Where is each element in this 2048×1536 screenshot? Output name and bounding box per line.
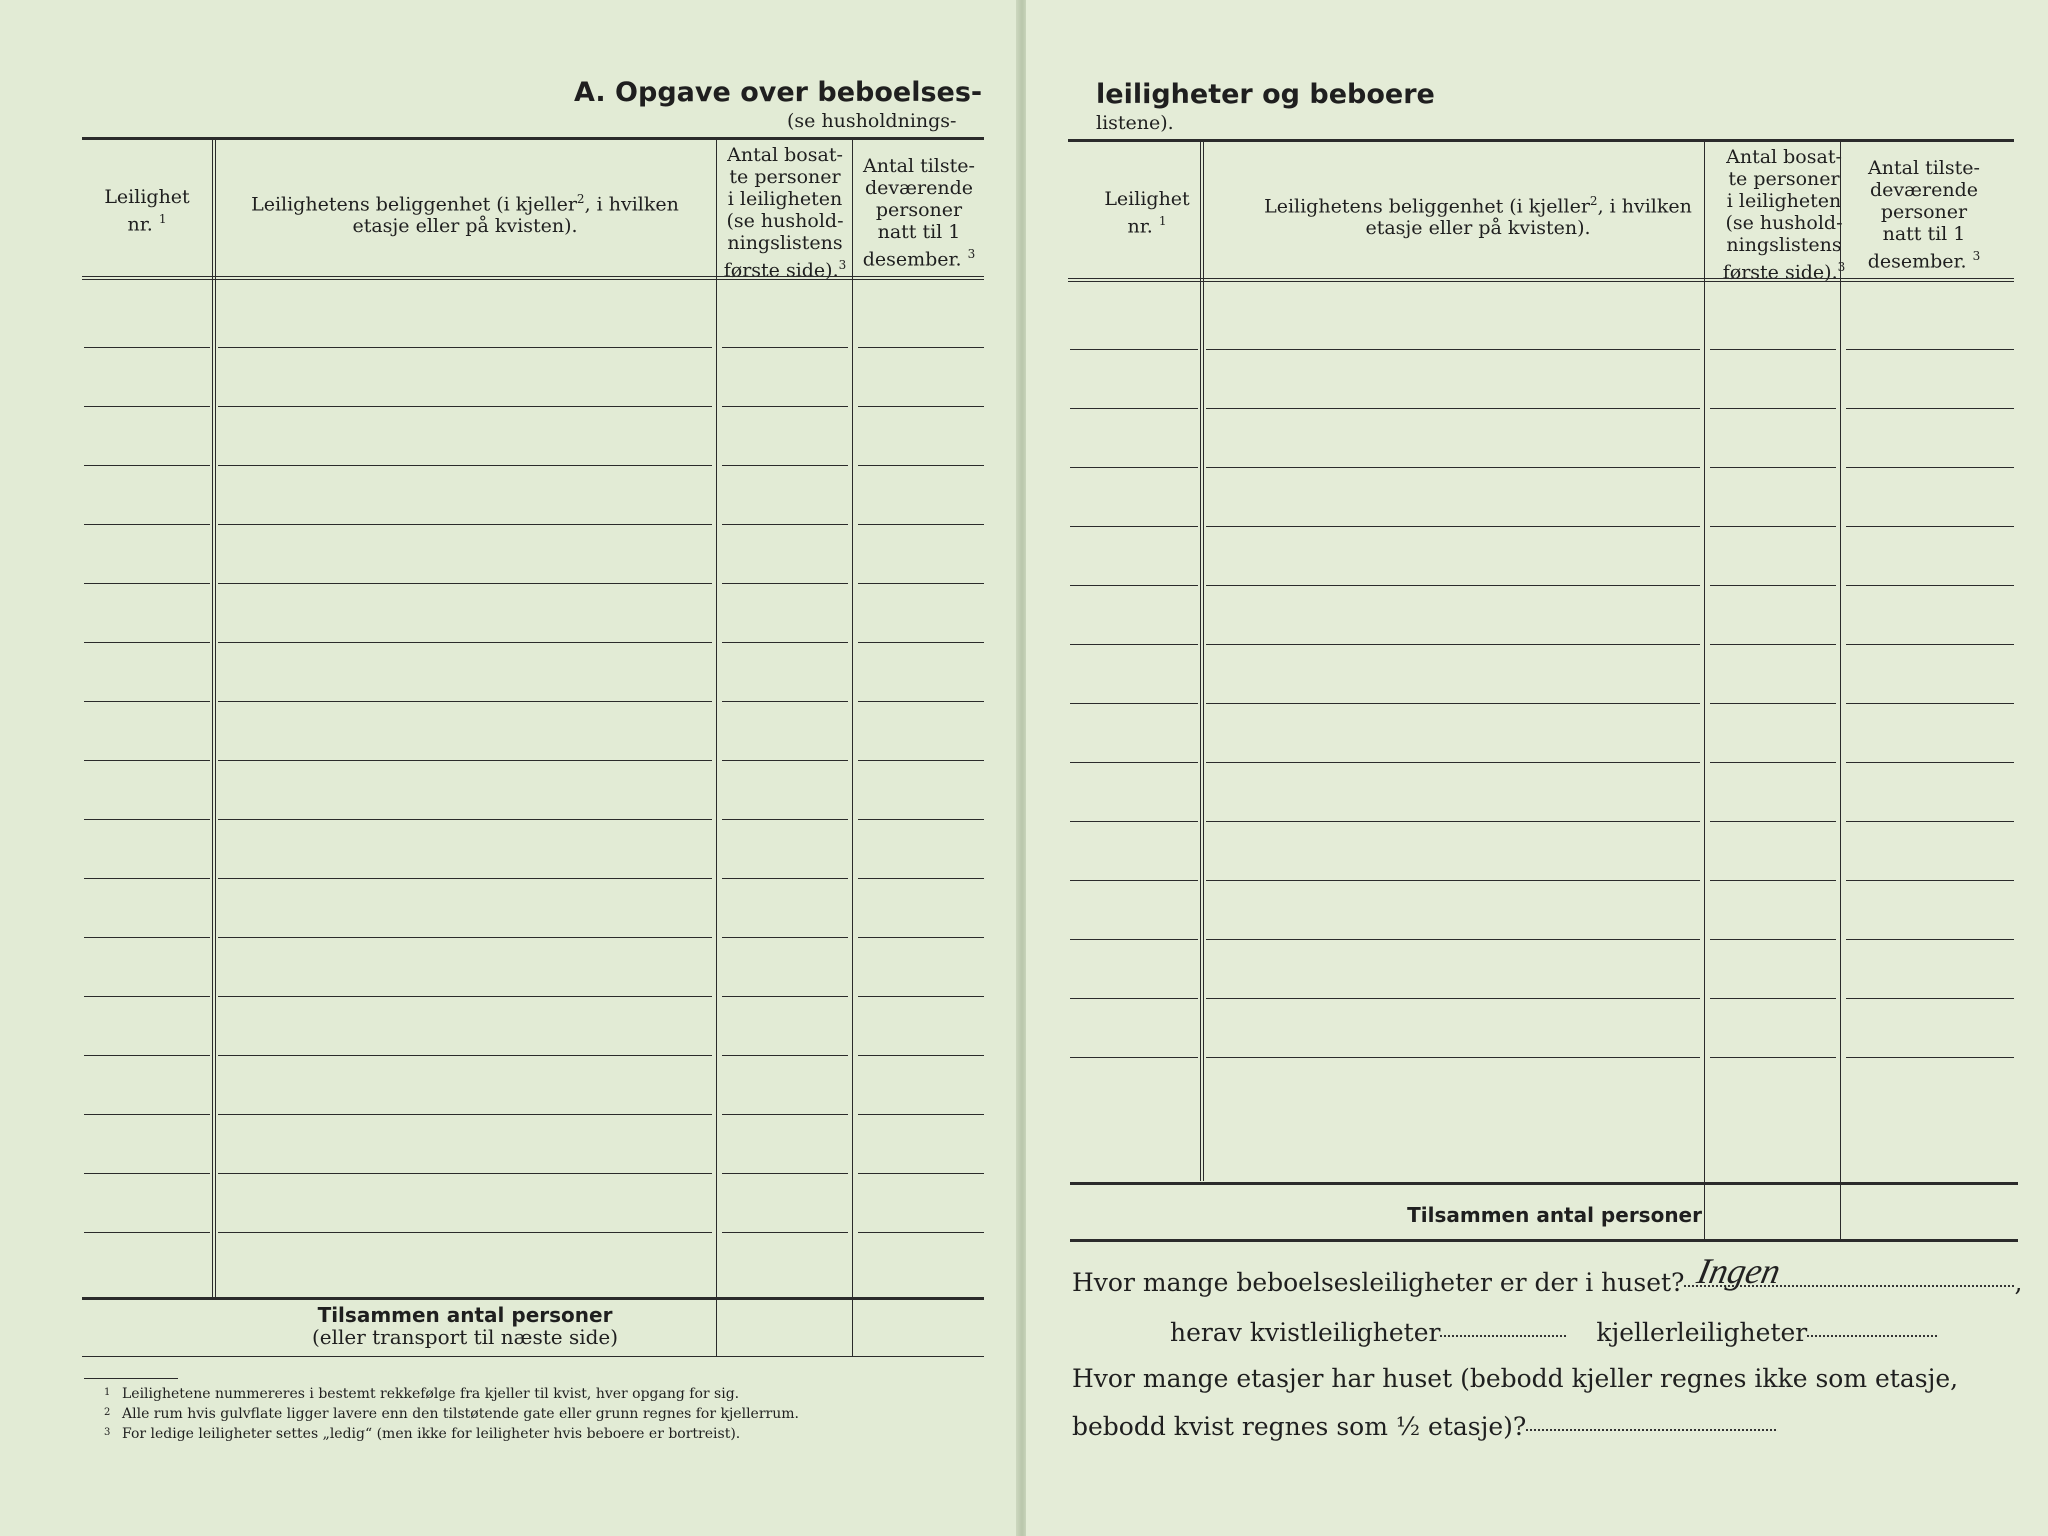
form-row-line <box>858 1114 984 1115</box>
form-row-line <box>84 465 210 466</box>
form-row-line <box>84 878 210 879</box>
form-row-line <box>84 819 210 820</box>
form-row-line <box>858 1173 984 1174</box>
form-row-line <box>1710 821 1836 822</box>
column-divider <box>212 139 216 1299</box>
form-row-line <box>84 1232 210 1233</box>
form-row-line <box>722 642 848 643</box>
form-row-line <box>218 1232 712 1233</box>
form-row-line <box>1070 880 1198 881</box>
column-divider <box>716 139 717 1357</box>
form-row-line <box>1070 467 1198 468</box>
left-page <box>0 0 1018 1536</box>
form-row-line <box>218 406 712 407</box>
form-row-line <box>1710 349 1836 350</box>
question-floors-2: bebodd kvist regnes som ½ etasje)? <box>1072 1412 1776 1441</box>
form-row-line <box>1846 349 2014 350</box>
column-header-residents: Antal bosat- te personer i leiligheten (se hushold- ningslistens første side).$^3$ <box>1722 146 1846 284</box>
right-subtitle: listene). <box>1096 112 1174 134</box>
footnote: 1 Leilighetene nummereres i bestemt rekkefølge fra kjeller til kvist, hver opgang for sig. <box>104 1386 740 1402</box>
form-row-line <box>218 996 712 997</box>
form-row-line <box>218 1055 712 1056</box>
form-row-line <box>1846 821 2014 822</box>
footnote: 2 Alle rum hvis gulvflate ligger lavere enn den tilstøtende gate eller grunn regnes for kjellerrum. <box>104 1406 799 1422</box>
form-row-line <box>1206 644 1700 645</box>
form-row-line <box>1846 939 2014 940</box>
form-row-line <box>218 1173 712 1174</box>
form-row-line <box>858 347 984 348</box>
form-row-line <box>218 937 712 938</box>
form-row-line <box>858 642 984 643</box>
form-row-line <box>1206 762 1700 763</box>
form-row-line <box>858 878 984 879</box>
form-row-line <box>1206 408 1700 409</box>
header-bottom-rule <box>82 276 984 280</box>
form-row-line <box>722 1232 848 1233</box>
form-row-line <box>1846 526 2014 527</box>
form-row-line <box>1710 1057 1836 1058</box>
form-row-line <box>84 1114 210 1115</box>
form-row-line <box>84 642 210 643</box>
right-title: leiligheter og beboere <box>1096 79 1435 110</box>
form-row-line <box>1206 349 1700 350</box>
footnote-rule <box>84 1378 178 1379</box>
form-row-line <box>1206 526 1700 527</box>
form-row-line <box>858 406 984 407</box>
form-row-line <box>1710 585 1836 586</box>
form-row-line <box>1206 703 1700 704</box>
total-bottom-rule <box>82 1356 984 1357</box>
form-row-line <box>1206 821 1700 822</box>
form-row-line <box>84 1055 210 1056</box>
form-row-line <box>84 524 210 525</box>
form-row-line <box>722 1055 848 1056</box>
form-row-line <box>858 701 984 702</box>
form-row-line <box>722 819 848 820</box>
form-row-line <box>858 1232 984 1233</box>
form-row-line <box>1710 408 1836 409</box>
header-bottom-rule <box>1068 278 2014 282</box>
form-row-line <box>1070 821 1198 822</box>
form-row-line <box>84 347 210 348</box>
form-row-line <box>722 996 848 997</box>
form-row-line <box>1846 585 2014 586</box>
total-bottom-rule <box>1070 1239 2018 1242</box>
table-top-rule <box>1068 139 2014 142</box>
form-row-line <box>858 524 984 525</box>
form-row-line <box>84 406 210 407</box>
form-row-line <box>218 701 712 702</box>
question-apartments: Hvor mange beboelsesleiligheter er der i huset? , <box>1072 1268 2023 1297</box>
form-row-line <box>722 1114 848 1115</box>
question-floors-1: Hvor mange etasjer har huset (bebodd kjeller regnes ikke som etasje, <box>1072 1364 1959 1393</box>
total-top-rule <box>82 1297 984 1300</box>
left-title: A. Opgave over beboelses- <box>574 77 983 108</box>
form-row-line <box>722 701 848 702</box>
form-row-line <box>722 583 848 584</box>
form-row-line <box>1710 880 1836 881</box>
right-total-label: Tilsammen antal personer <box>1407 1203 1702 1227</box>
form-row-line <box>218 760 712 761</box>
form-row-line <box>858 583 984 584</box>
form-row-line <box>1710 939 1836 940</box>
form-row-line <box>1070 585 1198 586</box>
form-row-line <box>858 819 984 820</box>
form-row-line <box>858 1055 984 1056</box>
column-header-nr: Leilighet nr. $^1$ <box>1104 188 1190 238</box>
form-row-line <box>1710 762 1836 763</box>
form-row-line <box>218 583 712 584</box>
form-row-line <box>1846 703 2014 704</box>
form-row-line <box>1846 467 2014 468</box>
form-row-line <box>858 465 984 466</box>
form-row-line <box>84 583 210 584</box>
form-row-line <box>722 406 848 407</box>
column-header-present: Antal tilste- deværende personer natt til 1 desember. $^3$ <box>1867 157 1981 273</box>
form-row-line <box>1070 526 1198 527</box>
left-total-label: Tilsammen antal personer (eller transport til næste side) <box>311 1303 619 1349</box>
form-row-line <box>218 465 712 466</box>
column-divider <box>1704 141 1705 1239</box>
form-row-line <box>84 937 210 938</box>
form-row-line <box>1070 998 1198 999</box>
form-row-line <box>1070 349 1198 350</box>
form-row-line <box>722 937 848 938</box>
column-divider <box>1840 141 1841 1239</box>
total-top-rule <box>1070 1182 2018 1185</box>
form-row-line <box>218 642 712 643</box>
table-top-rule <box>82 137 984 140</box>
form-row-line <box>722 760 848 761</box>
form-row-line <box>1846 644 2014 645</box>
form-row-line <box>1710 998 1836 999</box>
form-row-line <box>1206 880 1700 881</box>
form-row-line <box>1846 880 2014 881</box>
column-header-location: Leilighetens beliggenhet (i kjeller$^2$, i hvilken etasje eller på kvisten). <box>251 192 679 238</box>
form-row-line <box>722 524 848 525</box>
right-page <box>1026 0 2048 1536</box>
form-row-line <box>1710 526 1836 527</box>
form-row-line <box>722 347 848 348</box>
form-row-line <box>722 878 848 879</box>
form-row-line <box>1846 998 2014 999</box>
form-row-line <box>1206 939 1700 940</box>
form-row-line <box>84 701 210 702</box>
column-divider <box>1200 141 1204 1181</box>
left-subtitle: (se husholdnings- <box>787 110 957 132</box>
form-row-line <box>1070 703 1198 704</box>
form-row-line <box>218 819 712 820</box>
form-row-line <box>1206 467 1700 468</box>
form-row-line <box>1070 1057 1198 1058</box>
form-row-line <box>858 760 984 761</box>
form-row-line <box>722 1173 848 1174</box>
form-row-line <box>1710 467 1836 468</box>
form-row-line <box>1710 703 1836 704</box>
form-row-line <box>218 524 712 525</box>
form-row-line <box>858 937 984 938</box>
form-row-line <box>1206 998 1700 999</box>
form-row-line <box>218 1114 712 1115</box>
column-header-residents: Antal bosat- te personer i leiligheten (se hushold- ningslistens første side).$^3$ <box>723 144 847 282</box>
form-row-line <box>1846 408 2014 409</box>
form-row-line <box>1070 644 1198 645</box>
form-row-line <box>218 878 712 879</box>
form-row-line <box>1070 762 1198 763</box>
question-attic-basement: herav kvistleiligheter kjellerleiligheter <box>1170 1318 1937 1347</box>
form-row-line <box>84 1173 210 1174</box>
footnote: 3 For ledige leiligheter settes „ledig“ (men ikke for leiligheter hvis beboere er bortreist). <box>104 1426 741 1442</box>
column-header-nr: Leilighet nr. $^1$ <box>104 186 190 236</box>
form-row-line <box>1206 585 1700 586</box>
handwritten-answer: Ingen <box>1693 1251 1785 1291</box>
form-row-line <box>858 996 984 997</box>
form-row-line <box>1846 1057 2014 1058</box>
form-row-line <box>1710 644 1836 645</box>
column-header-present: Antal tilste- deværende personer natt til 1 desember. $^3$ <box>862 155 976 271</box>
form-row-line <box>84 760 210 761</box>
form-row-line <box>1070 939 1198 940</box>
form-row-line <box>84 996 210 997</box>
form-row-line <box>1070 408 1198 409</box>
column-divider <box>852 139 853 1357</box>
form-row-line <box>722 465 848 466</box>
column-header-location: Leilighetens beliggenhet (i kjeller$^2$, i hvilken etasje eller på kvisten). <box>1264 194 1692 240</box>
form-row-line <box>1846 762 2014 763</box>
form-row-line <box>1206 1057 1700 1058</box>
form-row-line <box>218 347 712 348</box>
